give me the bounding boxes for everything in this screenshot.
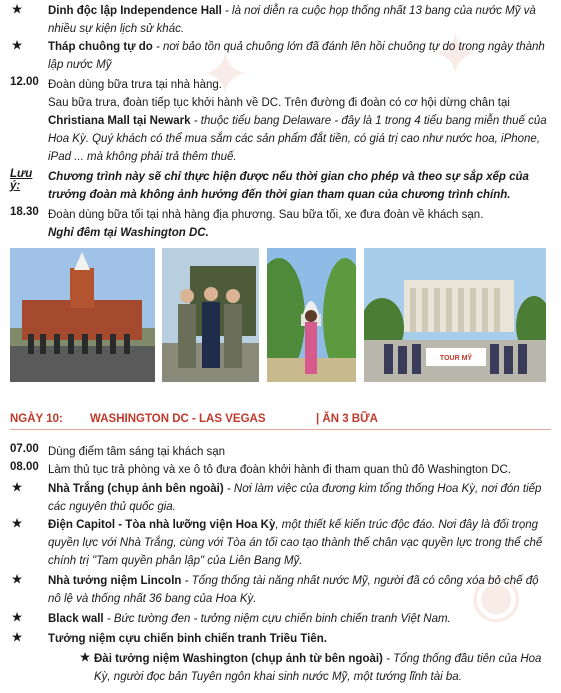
star-icon: ★ bbox=[11, 40, 23, 52]
sight-title: Nhà Trắng (chụp ảnh bên ngoài) bbox=[48, 483, 224, 495]
sight-desc: - Bức tường đen - tưởng niệm cựu chiến binh chiến tranh Việt Nam. bbox=[103, 613, 451, 625]
star-icon: ★ bbox=[11, 482, 23, 494]
day-label: NGÀY 10: bbox=[10, 413, 63, 425]
sight-title: Đài tưởng niệm Washington (chụp ảnh từ bên ngoài) bbox=[94, 653, 383, 665]
banner-text: TOUR MỸ bbox=[439, 355, 473, 362]
sight-desc: - Tổng thống đầu tiên của Hoa Kỳ, người đọc bản Tuyên ngôn khai sinh nước Mỹ, một tướng lĩnh tài ba. bbox=[94, 653, 542, 683]
sight-title: Nhà tưởng niệm Lincoln bbox=[48, 575, 182, 587]
mall-desc: - thuộc tiểu bang Delaware - đây là 1 trong 4 tiểu bang miễn thuế của Hoa Kỳ. Quý khách có thể mua sắm các sản phẩm đắt tiền, có giá trị cao như nước hoa, iPhone, iPad ... mà không phải trả thêm thuế. bbox=[48, 115, 547, 163]
star-icon: ★ bbox=[11, 612, 23, 624]
sight-desc: - nơi bảo tồn quả chuông lớn đã đánh lên hồi chuông tự do trong ngày thành lập nước Mỹ bbox=[48, 41, 545, 71]
sight-title: Tháp chuông tự do bbox=[48, 41, 153, 53]
day-meals: | ĂN 3 BỮA bbox=[316, 413, 378, 425]
time-label: 08.00 bbox=[10, 461, 39, 473]
note-label: Lưu ý: bbox=[10, 168, 33, 192]
bat-watermark-icon: ✦ bbox=[200, 41, 251, 108]
time-label: 18.30 bbox=[10, 206, 39, 218]
sight-desc: - là nơi diễn ra cuộc họp thống nhất 13 bang của nước Mỹ và nhiều sự kiện lịch sử khác. bbox=[48, 5, 536, 35]
sight-title: Tưởng niệm cựu chiến binh chiến tranh Triều Tiên. bbox=[48, 633, 327, 645]
schedule-text: Làm thủ tục trả phòng và xe ô tô đưa đoàn khởi hành đi tham quan thủ đô Washington DC. bbox=[48, 464, 511, 476]
lincoln-memorial-photo bbox=[364, 248, 546, 382]
bat-watermark-icon: ✦ bbox=[430, 21, 481, 88]
divider bbox=[10, 429, 551, 430]
star-icon: ★ bbox=[11, 574, 23, 586]
sight-title: Black wall bbox=[48, 613, 104, 625]
sight-desc: - Nơi làm việc của đương kim tổng thống Hoa Kỳ, nơi đón tiếp các nguyên thủ quốc gia. bbox=[48, 483, 542, 513]
noon-line-1: Đoàn dùng bữa trưa tại nhà hàng. bbox=[48, 79, 222, 91]
day-header bbox=[10, 410, 551, 430]
star-icon: ★ bbox=[11, 4, 23, 16]
capitol-photo bbox=[267, 248, 356, 382]
time-label: 07.00 bbox=[10, 443, 39, 455]
schedule-text: Dùng điểm tâm sáng tại khách sạn bbox=[48, 446, 226, 458]
independence-hall-photo bbox=[10, 248, 155, 382]
star-icon: ★ bbox=[79, 652, 91, 664]
note-text: Chương trình này sẽ chỉ thực hiện được nếu thời gian cho phép và theo sự sắp xếp của trưởng đoàn mà không ảnh hưởng đến thời gian tham quan của chương trình chính. bbox=[48, 171, 529, 201]
day-route: WASHINGTON DC - LAS VEGAS bbox=[90, 413, 266, 425]
noon-line-2: Sau bữa trưa, đoàn tiếp tục khởi hành về DC. Trên đường đi đoàn có cơ hội dừng chân tại bbox=[48, 97, 510, 109]
military-vehicle-photo bbox=[162, 248, 259, 382]
sight-desc: , một thiết kế kiến trúc độc đáo. Nơi đây là đối trọng quyền lực với Nhà Trắng, cùng với Tòa án tối cao tạo thành thế chân vạc quyền lực trong thể chế chính trị "Tam quyền phân lập" của Liên Bang Mỹ. bbox=[48, 519, 543, 567]
sight-title: Điện Capitol - Tòa nhà lưỡng viện Hoa Kỳ bbox=[48, 519, 276, 531]
sight-desc: - Tổng thống tài năng nhất nước Mỹ, người đã có công xóa bỏ chế độ nô lệ và thống nhất 36 bang của Hoa Kỳ. bbox=[48, 575, 539, 605]
sight-title: Dinh độc lập Independence Hall bbox=[48, 5, 222, 17]
evening-line-1: Đoàn dùng bữa tối tại nhà hàng địa phương. Sau bữa tối, xe đưa đoàn về khách sạn. bbox=[48, 209, 484, 221]
star-icon: ★ bbox=[11, 632, 23, 644]
star-icon: ★ bbox=[11, 518, 23, 530]
pumpkin-watermark-icon: ◉ bbox=[470, 561, 523, 628]
mall-title: Christiana Mall tại Newark bbox=[48, 115, 191, 127]
time-label: 12.00 bbox=[10, 76, 39, 88]
evening-line-2: Nghỉ đêm tại Washington DC. bbox=[48, 227, 209, 239]
